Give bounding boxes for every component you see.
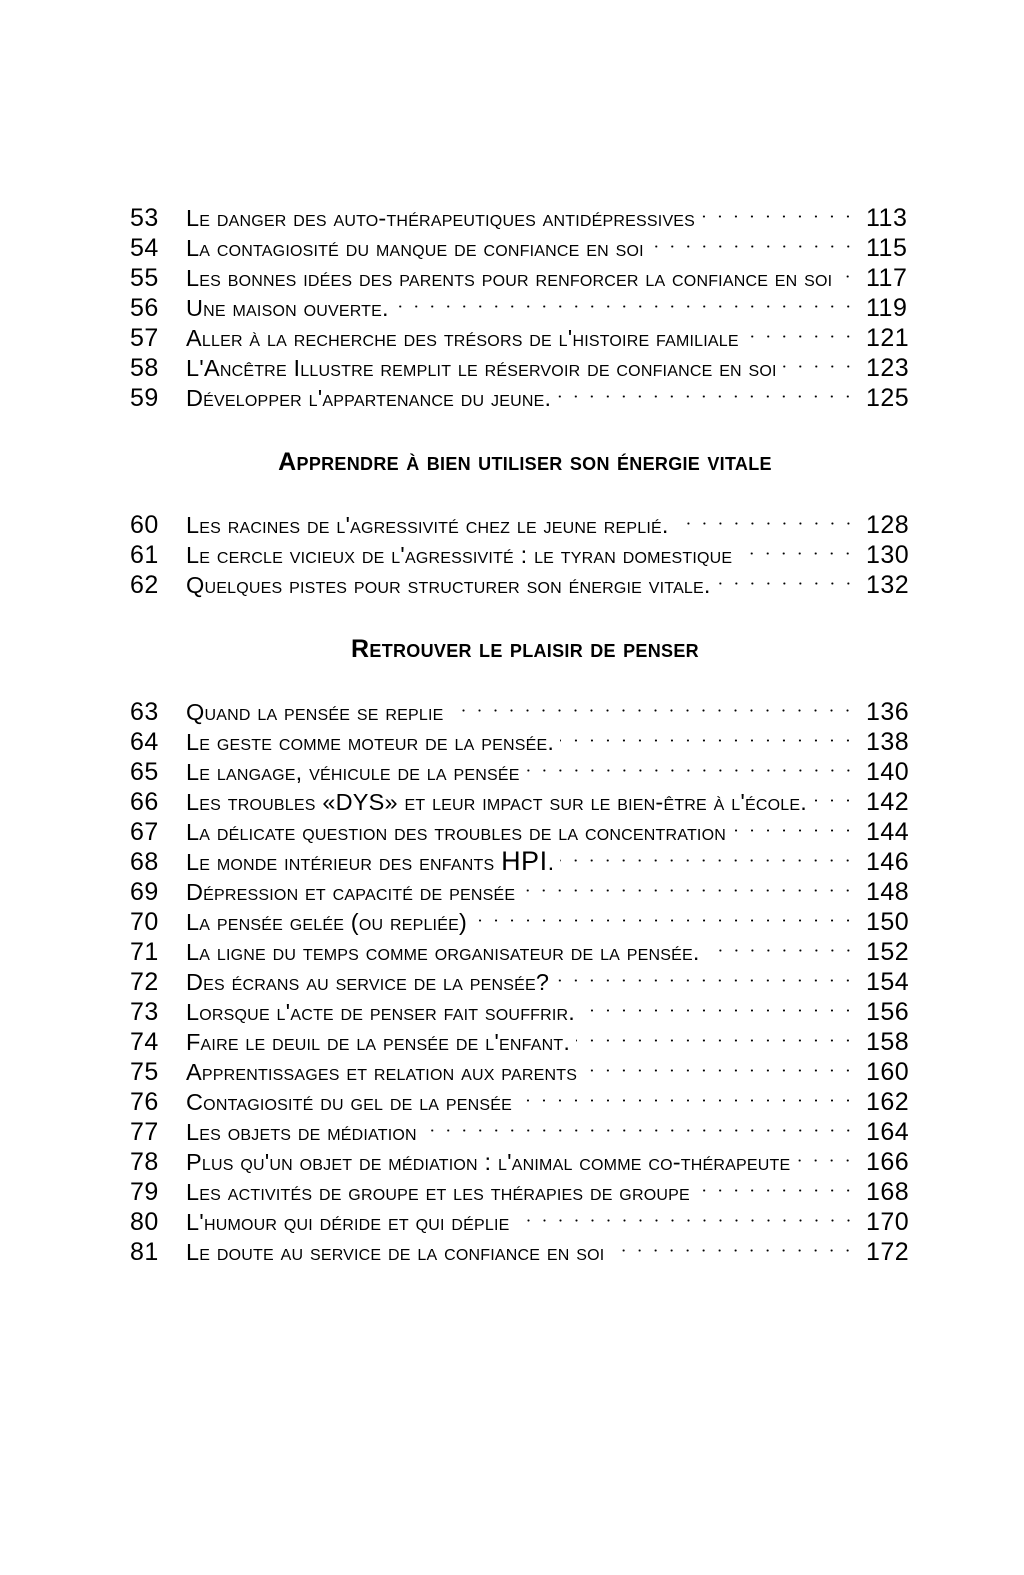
toc-entry-title[interactable]: Lorsque l'acte de penser fait souffrir. [186,999,576,1025]
toc-entry-number: 79 [130,1178,159,1206]
toc-entry-page-number[interactable]: 146 [866,848,910,876]
toc-entry-number: 68 [130,848,159,876]
toc-entry-number: 63 [130,698,159,726]
dot-leader [473,900,856,930]
dot-leader [738,533,856,563]
toc-entry-page-number[interactable]: 170 [866,1208,910,1236]
toc-entry-number: 65 [130,758,159,786]
toc-entry-title[interactable]: Des écrans au service de la pensée? [186,969,550,995]
dot-leader [395,286,856,316]
toc-entry-page-number[interactable]: 123 [866,354,910,382]
toc-entry-page-number[interactable]: 130 [866,541,910,569]
dot-leader [732,810,856,840]
toc-entry-number: 62 [130,571,159,599]
toc-entry-number: 64 [130,728,159,756]
toc-entry-page-number[interactable]: 140 [866,758,910,786]
toc-entry-number: 66 [130,788,159,816]
toc-entry-number: 74 [130,1028,159,1056]
toc-entry-title[interactable]: Quand la pensée se replie [186,699,444,725]
toc-entry-page-number[interactable]: 115 [866,234,908,262]
toc-entry-title[interactable]: Le langage, véhicule de la pensée [186,759,520,785]
dot-leader [560,840,856,870]
toc-entry-title[interactable]: La ligne du temps comme organisateur de la pensée. [186,939,700,965]
dot-leader [706,930,856,960]
dot-leader [583,1050,856,1080]
dot-leader [838,256,856,286]
toc-entry[interactable] [130,503,920,539]
toc-entry-page-number[interactable]: 132 [866,571,910,599]
dot-leader [449,690,856,720]
toc-entry-page-number[interactable]: 156 [866,998,910,1026]
dot-leader [696,1170,856,1200]
toc-entry-page-number[interactable]: 125 [866,384,910,412]
dot-leader [521,870,856,900]
toc-entry-page-number[interactable]: 142 [866,788,910,816]
toc-entry-title[interactable]: La contagiosité du manque de confiance en soi [186,235,644,261]
toc-entry-number: 53 [130,204,159,232]
toc-entry-number: 69 [130,878,159,906]
toc-entry-number: 72 [130,968,159,996]
toc-entry-number: 59 [130,384,159,412]
dot-leader [717,563,856,593]
toc-entry-page-number[interactable]: 154 [866,968,910,996]
dot-leader [516,1200,857,1230]
toc-entry-title[interactable]: La délicate question des troubles de la concentration [186,819,726,845]
toc-entry-title-text: Le monde intérieur des enfants [186,849,502,875]
toc-entry-title[interactable]: Apprentissages et relation aux parents [186,1059,578,1085]
toc-entry-title[interactable]: Le doute au service de la confiance en soi [186,1239,605,1265]
toc-entry-number: 57 [130,324,159,352]
dot-leader [783,346,856,376]
toc-entry-page-number[interactable]: 160 [866,1058,910,1086]
dot-leader [560,720,856,750]
spacer [130,477,920,503]
toc-entry-number: 58 [130,354,159,382]
toc-entry-title[interactable]: Quelques pistes pour structurer son énergie vitale. [186,572,711,598]
toc-entry[interactable] [130,690,920,726]
toc-entry-number: 71 [130,938,159,966]
toc-entry-title[interactable]: Plus qu'un objet de médiation : l'animal comme co-thérapeute [186,1149,791,1175]
toc-entry-number: 81 [130,1238,159,1266]
toc-entry-page-number[interactable]: 117 [866,264,908,292]
dot-leader [557,376,856,406]
dot-leader [701,196,856,226]
toc-entry-page-number[interactable]: 152 [866,938,910,966]
toc-entry-number: 56 [130,294,159,322]
toc-entry-number: 54 [130,234,159,262]
dot-leader [423,1110,856,1140]
toc-entry-number: 76 [130,1088,159,1116]
toc-entry-page-number[interactable]: 162 [866,1088,910,1116]
toc-entry[interactable] [130,196,920,232]
toc-entry-page-number[interactable]: 136 [866,698,910,726]
toc-entry-page-number[interactable]: 121 [866,324,910,352]
dot-leader [518,1080,856,1110]
table-of-contents [130,196,920,1266]
toc-entry-title[interactable]: La pensée gelée (ou repliée) [186,909,467,935]
toc-entry-number: 70 [130,908,159,936]
toc-entry-title[interactable]: Contagiosité du gel de la pensée [186,1089,513,1115]
toc-entry-page-number[interactable]: 144 [866,818,910,846]
toc-entry-page-number[interactable]: 164 [866,1118,910,1146]
toc-entry-number: 80 [130,1208,159,1236]
toc-entry-title[interactable]: Le danger des auto-thérapeutiques antidépressives [186,205,696,231]
dot-leader [813,780,856,810]
dot-leader [796,1140,856,1170]
toc-entry-number: 61 [130,541,159,569]
toc-entry-page-number[interactable]: 113 [866,204,908,232]
dot-leader [581,990,856,1020]
toc-entry-number: 78 [130,1148,159,1176]
toc-entry-page-number[interactable]: 168 [866,1178,910,1206]
spacer [130,664,920,690]
toc-entry-title[interactable]: Le geste comme moteur de la pensée. [186,729,555,755]
toc-entry-number: 73 [130,998,159,1026]
dot-leader [576,1020,856,1050]
section-heading: Apprendre à bien utiliser son énergie vitale [278,448,772,476]
toc-entry-page-number[interactable]: 172 [866,1238,910,1266]
toc-entry-page-number[interactable]: 128 [866,511,910,539]
dot-leader [526,750,856,780]
toc-entry-title[interactable]: Une maison ouverte. [186,295,389,321]
toc-entry-title[interactable]: L'Ancêtre Illustre remplit le réservoir de confiance en soi [186,355,777,381]
toc-entry-number: 75 [130,1058,159,1086]
toc-entry-title[interactable]: L'humour qui déride et qui déplie [186,1209,510,1235]
toc-entry-page-number[interactable]: 150 [866,908,910,936]
toc-entry-title[interactable]: Faire le deuil de la pensée de l'enfant. [186,1029,571,1055]
toc-entry-page-number[interactable]: 148 [866,878,910,906]
dot-leader [610,1230,856,1260]
toc-entry-page-number[interactable]: 119 [866,294,908,322]
toc-entry-page-number[interactable]: 138 [866,728,910,756]
toc-entry-title[interactable]: Dépression et capacité de pensée [186,879,516,905]
toc-entry-title[interactable]: Aller à la recherche des trésors de l'histoire familiale [186,325,739,351]
toc-entry-title[interactable] [186,846,560,877]
dot-leader [555,960,856,990]
toc-entry-page-number[interactable]: 158 [866,1028,910,1056]
dot-leader [675,503,856,533]
dot-leader [650,226,856,256]
toc-entry-title[interactable]: Les bonnes idées des parents pour renforcer la confiance en soi [186,265,833,291]
toc-entry-title[interactable]: Développer l'appartenance du jeune. [186,385,552,411]
dot-leader [745,316,856,346]
toc-entry-title[interactable]: Les troubles «DYS» et leur impact sur le bien-être à l'école. [186,789,808,815]
toc-entry-title[interactable]: Les racines de l'agressivité chez le jeune replié. [186,512,669,538]
toc-entry-number: 55 [130,264,159,292]
toc-entry-title[interactable]: Les objets de médiation [186,1119,417,1145]
toc-entry-title[interactable]: Le cercle vicieux de l'agressivité : le tyran domestique [186,542,733,568]
toc-entry-title-acronym: HPI [501,846,548,876]
toc-entry-page-number[interactable]: 166 [866,1148,910,1176]
toc-entry-title[interactable]: Les activités de groupe et les thérapies de groupe [186,1179,690,1205]
section-heading: Retrouver le plaisir de penser [351,635,699,663]
toc-entry-number: 60 [130,511,159,539]
toc-entry-number: 77 [130,1118,159,1146]
toc-entry-title-suffix: . [547,849,555,875]
toc-entry-number: 67 [130,818,159,846]
